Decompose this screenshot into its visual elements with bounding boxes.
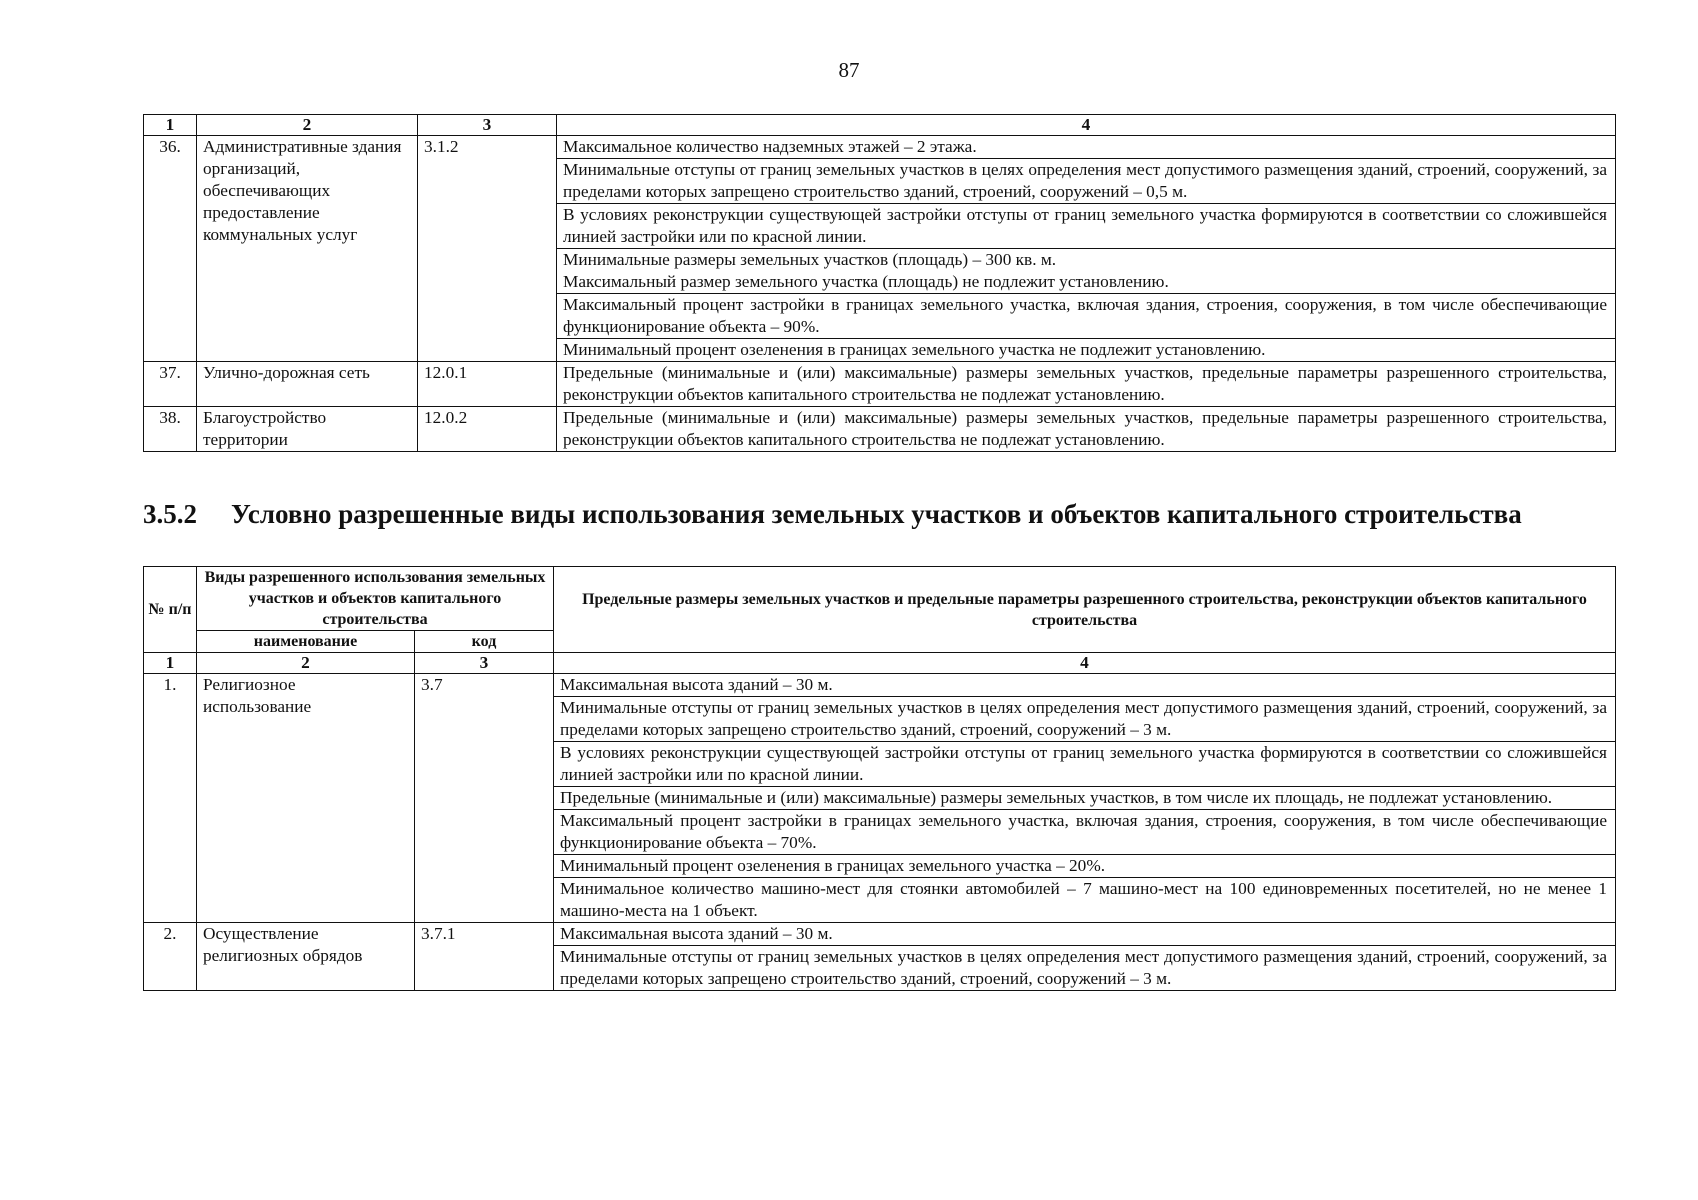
- section-title: Условно разрешенные виды использования земельных участков и объектов капитального строительства: [231, 499, 1522, 529]
- parameter-cell: Максимальная высота зданий – 30 м.: [554, 674, 1616, 697]
- section-heading: [143, 499, 1522, 530]
- column-number: 1: [144, 115, 197, 136]
- parameter-cell: Максимальное количество надземных этажей – 2 этажа.: [557, 136, 1616, 159]
- parameter-cell: В условиях реконструкции существующей застройки отступы от границ земельного участка формируются в соответствии со сложившейся линией застройки или по красной линии.: [554, 742, 1616, 787]
- column-number: 1: [144, 653, 197, 674]
- header-types: Виды разрешенного использования земельных участков и объектов капитального строительства: [197, 567, 554, 631]
- column-number: 3: [415, 653, 554, 674]
- row-number: 1.: [144, 674, 197, 923]
- header-code: код: [415, 631, 554, 653]
- column-number: 3: [418, 115, 557, 136]
- parameter-cell: Максимальная высота зданий – 30 м.: [554, 923, 1616, 946]
- row-number: 2.: [144, 923, 197, 991]
- use-name: Административные здания организаций, обеспечивающих предоставление коммунальных услуг: [197, 136, 418, 362]
- table-row: [144, 362, 1616, 407]
- parameter-cell: Максимальный процент застройки в границах земельного участка, включая здания, строения, сооружения, в том числе обеспечивающие функционирование объекта – 70%.: [554, 810, 1616, 855]
- column-number: 2: [197, 653, 415, 674]
- parameter-cell: Минимальный процент озеленения в границах земельного участка не подлежит установлению.: [557, 339, 1616, 362]
- use-name: Осуществление религиозных обрядов: [197, 923, 415, 991]
- table-row: [144, 407, 1616, 452]
- parameter-cell: Минимальные размеры земельных участков (площадь) – 300 кв. м.: [557, 249, 1616, 272]
- row-number: 37.: [144, 362, 197, 407]
- parameter-cell: Максимальный процент застройки в границах земельного участка, включая здания, строения, сооружения, в том числе обеспечивающие функционирование объекта – 90%.: [557, 294, 1616, 339]
- column-number-row: [144, 653, 1616, 674]
- parameter-cell: Минимальные отступы от границ земельных участков в целях определения мест допустимого размещения зданий, строений, сооружений, за пределами которых запрещено строительство зданий, строений, сооружений – 0,5 м.: [557, 159, 1616, 204]
- parameter-cell: Максимальный размер земельного участка (площадь) не подлежит установлению.: [557, 271, 1616, 294]
- header-num: № п/п: [144, 567, 197, 653]
- use-code: 3.7.1: [415, 923, 554, 991]
- header-limits: Предельные размеры земельных участков и предельные параметры разрешенного строительства, реконструкции объектов капитального строительства: [554, 567, 1616, 653]
- use-name: Улично-дорожная сеть: [197, 362, 418, 407]
- header-row: [144, 567, 1616, 631]
- row-number: 36.: [144, 136, 197, 362]
- table-row: [144, 923, 1616, 946]
- header-name: наименование: [197, 631, 415, 653]
- parameter-cell: Предельные (минимальные и (или) максимальные) размеры земельных участков, в том числе их площадь, не подлежат установлению.: [554, 787, 1616, 810]
- use-code: 3.7: [415, 674, 554, 923]
- use-code: 12.0.2: [418, 407, 557, 452]
- parameter-cell: Предельные (минимальные и (или) максимальные) размеры земельных участков, предельные параметры разрешенного строительства, реконструкции объектов капитального строительства не подлежат установлению.: [557, 362, 1616, 407]
- parameter-cell: Минимальные отступы от границ земельных участков в целях определения мест допустимого размещения зданий, строений, сооружений, за пределами которых запрещено строительство зданий, строений, сооружений – 3 м.: [554, 946, 1616, 991]
- row-number: 38.: [144, 407, 197, 452]
- column-number: 4: [557, 115, 1616, 136]
- page-number: 87: [838, 58, 860, 82]
- parameter-cell: В условиях реконструкции существующей застройки отступы от границ земельного участка формируются в соответствии со сложившейся линией застройки или по красной линии.: [557, 204, 1616, 249]
- table-permitted-uses-continued: [143, 114, 1616, 452]
- use-code: 12.0.1: [418, 362, 557, 407]
- use-name: Благоустройство территории: [197, 407, 418, 452]
- section-number: 3.5.2: [143, 499, 197, 529]
- column-number: 4: [554, 653, 1616, 674]
- table-row: [144, 136, 1616, 159]
- parameter-cell: Минимальное количество машино-мест для стоянки автомобилей – 7 машино-мест на 100 единовременных посетителей, но не менее 1 машино-места на 1 объект.: [554, 878, 1616, 923]
- parameter-cell: Минимальные отступы от границ земельных участков в целях определения мест допустимого размещения зданий, строений, сооружений, за пределами которых запрещено строительство зданий, строений, сооружений – 3 м.: [554, 697, 1616, 742]
- table-conditional-uses: [143, 566, 1616, 991]
- parameter-cell: Предельные (минимальные и (или) максимальные) размеры земельных участков, предельные параметры разрешенного строительства, реконструкции объектов капитального строительства не подлежат установлению.: [557, 407, 1616, 452]
- column-number-row: [144, 115, 1616, 136]
- column-number: 2: [197, 115, 418, 136]
- parameter-cell: Минимальный процент озеленения в границах земельного участка – 20%.: [554, 855, 1616, 878]
- use-name: Религиозное использование: [197, 674, 415, 923]
- use-code: 3.1.2: [418, 136, 557, 362]
- table-row: [144, 674, 1616, 697]
